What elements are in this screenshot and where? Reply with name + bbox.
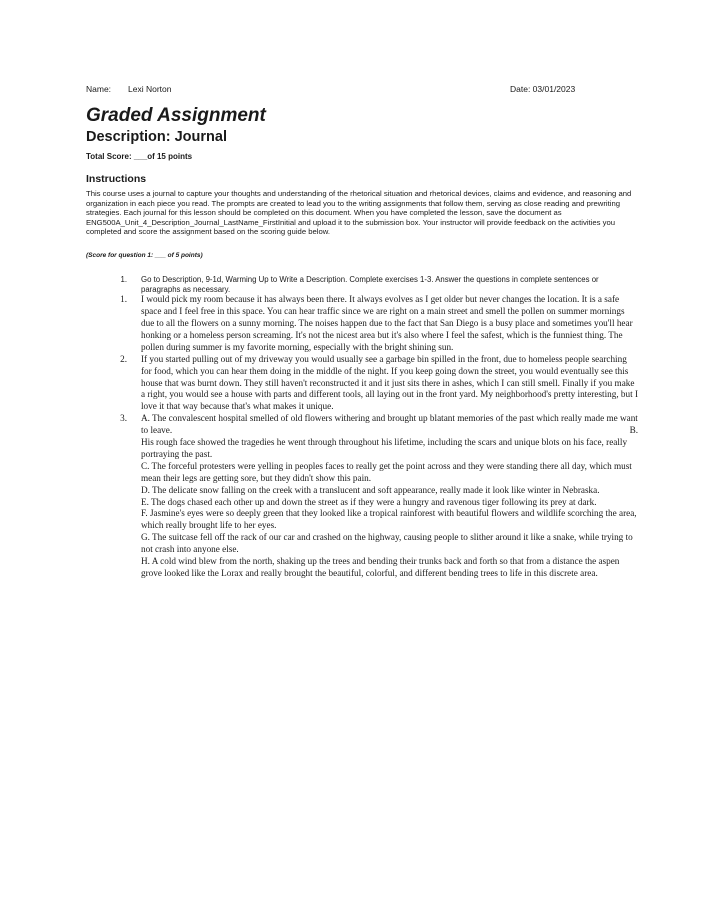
instructions-heading: Instructions [86,173,147,185]
sentence-f: F. Jasmine's eyes were so deeply green that they looked like a tropical rainforest with beautiful flowers and wildlife scorching the area, which really brought life to her eyes. [141,508,637,531]
name-label: Name: [86,84,112,94]
list-number: 1. [120,294,127,305]
list-item [86,294,638,354]
sentence-c: C. The forceful protesters were yelling in peoples faces to really get the point across and they were standing there all day, which must mean their legs are getting sore, but they didn't show this pain. [141,460,632,483]
sentence-a-text: A. The convalescent hospital smelled of old flowers withering and brought up blatant memories of the past which really made me want to leave. [141,413,638,436]
list-item [86,275,638,294]
sentence-b-label: B. [629,425,638,436]
sentence-g: G. The suitcase fell off the rack of our car and crashed on the highway, causing people to slither around it like a snake, while trying to not crash into anyone else. [141,532,633,555]
answer-paragraph: If you started pulling out of my driveway you would usually see a garbage bin spilled in the front, due to homeless people searching for food, which you can hear them doing in the middle of the night. If you keep going down the street, you would eventually see this house that was burnt down. They still haven't reconstructed it and it just sits there in ashes, which I can still smell. Finally if you make a right, you would see a house with parts and different tools, all laying out in the front yard. My neighborhood's pretty interesting, but I love it that way because that's what makes it unique. [141,353,639,412]
instructions-body: This course uses a journal to capture your thoughts and understanding of the rhetorical situation and rhetorical devices, claims and evidence, and reasoning and organization in each piece you read. The prompts are created to lead you to the writing assignments that follow them, serving as close reading and prewriting strategies. Each journal for this lesson should be completed on this document. When you have completed the lesson, save the document as ENG500A_Unit_4_Description_Journal_LastName_FirstInitial and upload it to the submission box. Your instructor will provide feedback on the activities you completed and score the assignment based on the scoring guide below. [86,189,632,237]
score-question-1: (Score for question 1: ___ of 5 points) [86,251,203,259]
sentence-d: D. The delicate snow falling on the creek with a translucent and soft appearance, really made it look like winter in Nebraska. [141,484,600,495]
list-number: 1. [120,274,127,284]
date-text: Date: 03/01/2023 [510,84,576,94]
list-item [86,413,638,580]
list-item [86,354,638,414]
list-number: 2. [120,353,127,364]
header-row [86,84,638,98]
sentence-h: H. A cold wind blew from the north, shaking up the trees and bending their trunks back and forth so that from a distance the aspen grove looked like the Lorax and really brought the beautiful, colorful, and different bending trees to life in this discrete area. [141,556,620,578]
assignment-subtitle: Description: Journal [86,129,227,145]
answer-paragraph: I would pick my room because it has always been there. It always evolves as I get older but never changes the location. It is a safe space and I feel free in this space. You can hear traffic since we are right on a main street and smell the pollen on summer mornings due to all the flowers on a sunny morning. The noises happen due to the fact that San Diego is a busy place and sometimes you'll hear honking or a homeless person screaming. It's not the nicest area but it's also where I feel the safest, which is the funniest thing. The pollen during summer is my favorite morning, especially with the bright shining sun. [141,294,633,352]
answer-list [86,275,638,580]
sentence-b: His rough face showed the tragedies he went through throughout his lifetime, including the scars and unique blots on his face, really portraying the past. [141,437,628,459]
name-value: Lexi Norton [128,84,172,94]
document-page [86,84,638,580]
sentence-e: E. The dogs chased each other up and down the street as if they were a hungry and ravenous tiger following its prey at dark. [141,496,597,507]
total-score: Total Score: ___of 15 points [86,152,193,161]
list-number: 3. [120,413,127,424]
question-prompt: Go to Description, 9-1d, Warming Up to Write a Description. Complete exercises 1-3. Answer the questions in complete sentences or paragraphs as necessary. [141,274,599,294]
sentence-a [141,413,638,437]
assignment-title: Graded Assignment [86,105,266,126]
